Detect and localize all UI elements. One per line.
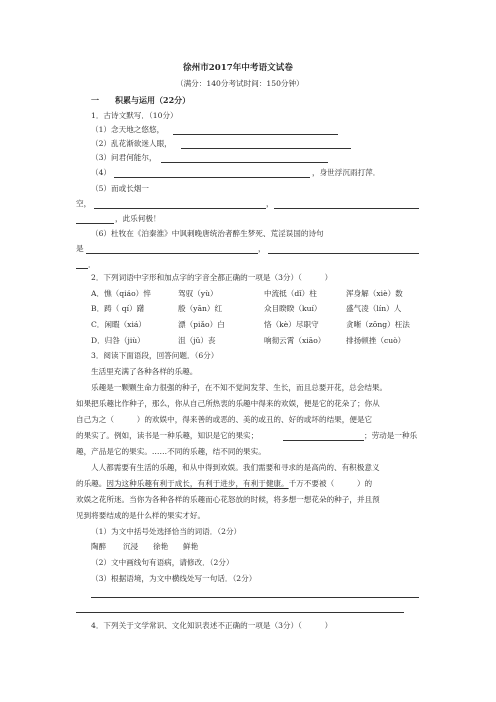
q1-line6-start: 是 [76,244,84,253]
q3-sub2: （2）文中画线句有语病，请修改．（2分） [91,558,234,567]
q1-blank3[interactable] [161,162,328,163]
q1-blank4[interactable] [114,177,310,178]
section-number: 一 [91,95,99,105]
q3-word-option: 沉浸 [123,542,139,551]
q2-option-d-3: 响彻云霄（xiāo） [264,336,326,345]
q3-text: 的乐趣。 [76,479,107,488]
q3-answer-line[interactable] [76,612,404,613]
q1-blank5b[interactable] [274,208,419,209]
q2-option-d-4: 排扬顿挫（cuò） [346,336,406,345]
section-title: 积累与运用（22分） [115,95,191,105]
q3-passage-line [76,479,372,489]
q1-line5: （5）而或长烟一 [91,184,149,193]
q2-stem: 2．下列词语中字形和加点字的字音全都正确的一项是（3分）（ ） [91,273,333,282]
q2-option-b-4: 盛气凌（lín）人 [346,304,402,313]
page-title: 徐州市2017年中考语文试卷 [183,63,293,73]
q3-underlined-sentence: 因为这种乐趣有利于成长，有利于进步，有利于健康。 [106,479,289,488]
q3-word-option: 陶醉 [91,542,107,551]
q2-option-d-1: D．归咎（jiù） [91,336,145,345]
q3-stem: 3．阅读下面语段，回答问题．（6分） [91,351,219,360]
q2-option-c-3: 恪（kè）尽职守 [264,320,319,329]
q3-passage-line: 欢娱之花所迷。当你为各种各样的乐趣而心花怒放的时候，将多想一想花朵的种子，并且预 [76,495,380,504]
q3-sub1: （1）为文中括号处选择恰当的词语．（2分） [91,527,242,536]
q1-line3: （3）问君何能尔， [91,153,157,162]
q3-word-option: 徐艳 [153,542,169,551]
q3-passage-line: 趣，产品是它的果实。……不同的乐趣，结不同的果实。 [76,447,266,456]
q1-line4-tail: ，身世浮沉雨打萍． [312,168,381,177]
q3-passage-line: ；劳动是一种乐 [364,431,418,440]
q1-blank6c[interactable] [76,268,88,269]
q2-option-a-3: 中流抵（dǐ）柱 [264,289,317,298]
q1-line1: （1）念天地之悠悠， [91,125,165,134]
q1-line6-comma: ， [258,244,266,253]
q2-option-c-2: 漂（piǎo）白 [178,320,225,329]
q1-blank6b[interactable] [268,253,419,254]
q3-sub3: （3）根据语境，为文中横线处写一句话．（2分） [91,574,257,583]
q1-line4: （4） [91,168,112,177]
q1-blank1[interactable] [173,134,338,135]
q1-stem: 1．古诗文默写．（10分） [91,111,178,120]
q2-option-b-3: 众目睽睽（kuí） [264,304,322,313]
q1-blank6a[interactable] [86,253,258,254]
q1-line6: （6）杜牧在《泊秦淮》中讽刺晚唐统治者醉生梦死、荒淫误国的诗句 [91,229,324,238]
page-subtitle: （满分：140分考试时间：150分钟） [176,79,304,88]
q3-answer-line[interactable] [91,597,419,598]
q2-option-b-1: B．踌（ qí）躇 [91,304,145,313]
q3-passage-line: 乐趣是一颗颗生命力很强的种子，在不知不觉间发芽、生长，而且总要开花，总会结果。 [91,383,388,392]
q2-option-b-2: 殷（yān）红 [178,304,223,313]
q2-option-a-1: A．憔（qiáo）悴 [91,289,151,298]
q2-option-a-4: 浑身解（xiè）数 [346,289,403,298]
q3-passage-line: 见到将要结成的是什么样的果实才好。 [76,511,206,520]
q1-line5-start: 空， [76,199,92,208]
q3-passage-line: 自己为之（ ）的欢娱中，得来善的或恶的、美的或丑的、好的或坏的结果，便是它 [76,415,373,424]
q3-word-option: 鲜艳 [183,542,199,551]
q3-passage-line: 的果实了。例如，读书是一种乐趣，知识是它的果实； [76,431,259,440]
q3-text: 千万不要被（ ）的 [288,479,373,488]
q3-passage-line: 人人都需要有生活的乐趣，和从中得到欢娱。我们需要和寻求的是高尚的、有积极意义 [91,463,380,472]
q1-line6-tail: ． [88,260,96,269]
q2-option-a-2: 驾驭（yù） [178,289,218,298]
q3-passage-line: 生活里充满了各种各样的乐趣。 [91,367,198,376]
q1-blank5c[interactable] [76,223,114,224]
q1-blank2[interactable] [181,148,351,149]
q1-line5-comma: ， [266,199,274,208]
q2-option-c-4: 贪晰（zōng）枉法 [346,320,410,329]
q3-answer-blank-inline[interactable] [283,440,364,441]
q1-blank5a[interactable] [94,208,266,209]
q1-line5-tail: ，此乐何极！ [115,214,161,223]
q4-stem: 4．下列关于文学常识、文化知识表述不正确的一项是（3分）（ ） [91,621,333,630]
q2-option-d-2: 沮（jǔ）丧 [178,336,216,345]
q3-passage-line: 如果把乐趣比作种子，那么，你从自己所热衷的乐趣中得来的欢娱，便是它的花朵了；你从 [76,399,380,408]
q2-option-c-1: C．闲暇（xiá） [91,320,147,329]
q1-line2: （2）乱花渐欲迷人眼， [91,139,172,148]
